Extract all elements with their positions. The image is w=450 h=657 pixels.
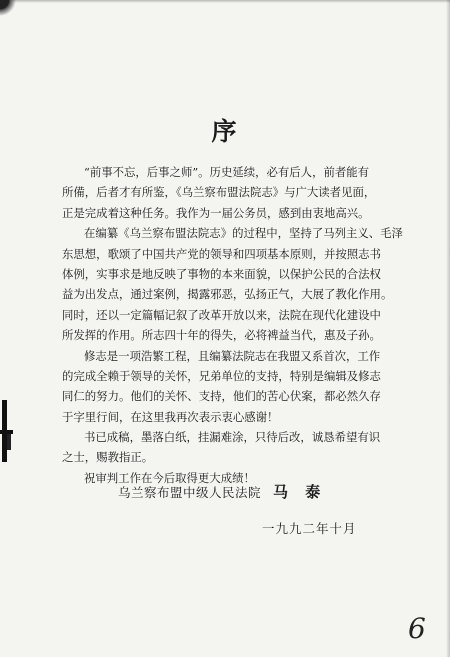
body-line: 所備，后者才有所鉴，《乌兰察布盟法院志》与广大读者见面， xyxy=(62,185,376,200)
scan-shadow-top xyxy=(0,0,450,3)
body-line: 的完成全赖于领导的关怀，兄弟单位的支持，特别是编辑及修志 xyxy=(62,368,381,383)
signature-name: 马 泰 xyxy=(273,483,327,501)
preface-date: 一九九二年十月 xyxy=(262,521,357,536)
preface-body xyxy=(62,162,420,488)
body-line: 东思想，歌颂了中国共产党的领导和四项基本原则，并按照志书 xyxy=(62,246,381,261)
body-line: 在编纂《乌兰察布盟法院志》的过程中，坚持了马列主义、毛泽 xyxy=(84,226,403,241)
body-line: 祝审判工作在今后取得更大成绩！ xyxy=(84,470,255,485)
body-line: 修志是一项浩繁工程，且编纂法院志在我盟又系首次，工作 xyxy=(84,348,381,363)
preface-title: 序 xyxy=(211,117,239,146)
binding-mark xyxy=(0,400,14,464)
body-line: 于字里行间，在这里我再次表示衷心感谢！ xyxy=(62,409,279,424)
page-number: 6 xyxy=(408,612,426,645)
body-line: 同仁的努力。他们的关怀、支持，他们的苦心伏案，都必然久存 xyxy=(62,389,381,404)
scan-corner-mark xyxy=(0,0,22,20)
body-line: 益为出发点，通过案例，揭露邪恶，弘扬正气，大展了教化作用。 xyxy=(62,287,393,302)
body-line: 书已成稿，墨落白纸，挂漏难涂，只待后改，诚恳希望有识 xyxy=(84,430,381,445)
body-line: 正是完成着这种任务。我作为一届公务员，感到由衷地高兴。 xyxy=(62,205,370,220)
body-line: 体例，实事求是地反映了事物的本来面貌，以保护公民的合法权 xyxy=(62,266,381,281)
body-line: 之士，赐教指正。 xyxy=(62,450,154,465)
signature-block xyxy=(118,481,326,502)
scan-shadow-right xyxy=(446,0,450,657)
body-line: 所发挥的作用。所志四十年的得失，必将裨益当代，惠及子孙。 xyxy=(62,328,381,343)
body-line: 同时，还以一定篇幅记叙了改革开放以来，法院在现代化建设中 xyxy=(62,307,381,322)
body-line: “前事不忘，后事之师”。历史延续，必有后人，前者能有 xyxy=(84,165,370,179)
signature-organization: 乌兰察布盟中级人民法院 xyxy=(118,485,262,500)
